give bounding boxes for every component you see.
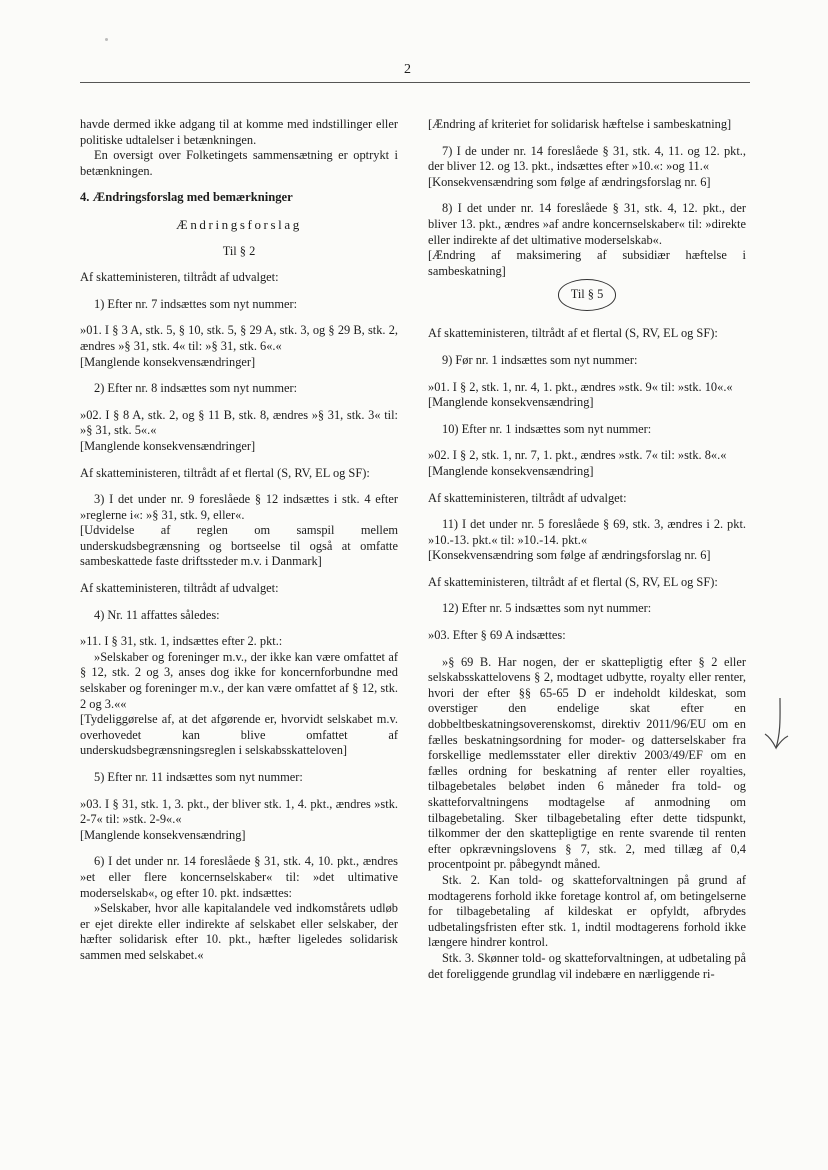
paragraph: [Manglende konsekvensændring] <box>80 827 246 842</box>
spacer <box>80 786 398 797</box>
spacer <box>80 312 398 323</box>
paragraph: [Konsekvensændring som følge af ændringsforslag nr. 6] <box>428 548 711 563</box>
page-number: 2 <box>404 62 411 77</box>
paragraph: »§ 69 B. Har nogen, der er skattepligtig efter § 2 eller selskabsskattelovens § 2, modtaget udbytte, royalty eller renter, hvori der efter §§ 65-65 D er indeholdt kildeskat, som overstiger den endelige skat efter en dobbeltbeskatningsoverenskomst, direktiv 2011/96/EU om en fælles beskatningsordning for moder- og datterselskaber fra forskellige medlemsstater eller direktiv 2003/49/EF om en fælles ordning for beskatning af renter eller royalties, tilbagebetales beløbet inden 6 måneder fra told- og skatteforvaltningens modtagelse af anmodning om tilbagebetaling. Sker tilbagebetaling efter dette tidspunkt, tilkommer der den skattepligtige en rente svarende til renten efter opkrævningslovens § 7, stk. 2, med tillæg af 0,4 procentpoint pr. påbegyndt måned. <box>428 654 746 872</box>
paragraph: Af skatteministeren, tiltrådt af et flertal (S, RV, EL og SF): <box>80 465 370 480</box>
section-title: 4. Ændringsforslag med bemærkninger <box>80 190 293 205</box>
spacer <box>428 617 746 628</box>
paragraph: 11) I det under nr. 5 foreslåede § 69, stk. 3, ændres i 2. pkt. »10.-13. pkt.« til: »10.-14. pkt.« <box>428 517 746 547</box>
spacer <box>80 286 398 297</box>
paragraph: [Tydeliggørelse af, at det afgørende er, hvorvidt selskabet m.v. overhovedet kan blive omfattet af underskudsbegrænsningsreglen i selskabsskatteloven] <box>80 712 398 758</box>
paragraph: Af skatteministeren, tiltrådt af udvalget: <box>80 270 279 285</box>
paragraph: »Selskaber og foreninger m.v., der ikke kan være omfattet af § 12, stk. 2 og 3, anses dog ikke for koncernforbundne med selskaber og foreninger m.v., der kan være omfattet af § 12, stk. 2 og 3.«« <box>80 649 398 711</box>
spacer <box>80 597 398 608</box>
scan-speck <box>105 38 108 41</box>
spacer <box>428 411 746 422</box>
paragraph: »02. I § 8 A, stk. 2, og § 11 B, stk. 8, ændres »§ 31, stk. 3« til: »§ 31, stk. 5«.« <box>80 407 398 438</box>
paragraph: Af skatteministeren, tiltrådt af udvalget: <box>80 581 279 596</box>
spacer <box>80 570 398 581</box>
paragraph: 1) Efter nr. 7 indsættes som nyt nummer: <box>94 296 298 311</box>
paragraph: [Manglende konsekvensændringer] <box>80 438 256 453</box>
spacer <box>428 342 746 353</box>
paragraph: 10) Efter nr. 1 indsættes som nyt nummer: <box>442 421 652 436</box>
paragraph: [Konsekvensændring som følge af ændringsforslag nr. 6] <box>428 174 711 189</box>
spacer <box>428 644 746 655</box>
paragraph: »01. I § 3 A, stk. 5, § 10, stk. 5, § 29 A, stk. 3, og § 29 B, stk. 2, ændres »§ 31, stk. 4« til: »§ 31, stk. 6«.« <box>80 323 398 353</box>
spacer <box>80 843 398 854</box>
spacer <box>80 259 398 270</box>
paragraph: 7) I de under nr. 14 foreslåede § 31, stk. 4, 11. og 12. pkt., der bliver 12. og 13. pkt., indsættes efter »10.«: »og 11.« <box>428 143 746 174</box>
spacer <box>80 179 398 190</box>
paragraph: Af skatteministeren, tiltrådt af et flertal (S, RV, EL og SF): <box>428 574 718 589</box>
paragraph: »01. I § 2, stk. 1, nr. 4, 1. pkt., ændres »stk. 9« til: »stk. 10«.« <box>428 379 733 394</box>
paragraph: [Manglende konsekvensændring] <box>428 463 594 478</box>
spacer <box>80 623 398 634</box>
spacer <box>428 437 746 448</box>
spacer <box>80 455 398 466</box>
paragraph: [Udvidelse af reglen om samspil mellem underskudsbegrænsning og bortseelse til også at omfatte sambeskattede faste driftssteder m.v. i Danmark] <box>80 523 398 569</box>
spacer <box>80 233 398 244</box>
spacer <box>80 397 398 408</box>
paragraph: Stk. 3. Skønner told- og skatteforvaltningen, at udbetaling på det foreliggende grundlag vil indebære en nærliggende ri- <box>428 950 746 981</box>
paragraph: 5) Efter nr. 11 indsættes som nyt nummer: <box>94 770 303 784</box>
spacer <box>428 480 746 491</box>
paragraph: Stk. 2. Kan told- og skatteforvaltningen på grund af modtagerens forhold ikke foretage kontrol af, om betingelserne for tilbagebetaling af kildeskat er opfyldt, afbrydes udbetalingsfristen efter stk. 1, indtil modtagerens forhold ikke længere hindrer kontrol. <box>428 872 746 950</box>
spacer <box>428 506 746 517</box>
paragraph: Af skatteministeren, tiltrådt af udvalget: <box>428 490 627 505</box>
spacer <box>80 370 398 381</box>
left-column <box>80 117 398 964</box>
right-column <box>428 117 746 982</box>
paragraph: »03. Efter § 69 A indsættes: <box>428 628 566 643</box>
spacer <box>80 481 398 492</box>
paragraph: [Manglende konsekvensændring] <box>428 395 594 410</box>
section-heading-circled <box>428 279 746 315</box>
spacer <box>428 133 746 144</box>
section-heading: Til § 2 <box>222 243 256 258</box>
paragraph: [Ændring af maksimering af subsidiær hæftelse i sambeskatning] <box>428 248 746 278</box>
paragraph: [Ændring af kriteriet for solidarisk hæftelse i sambeskatning] <box>428 117 732 131</box>
paragraph: »11. I § 31, stk. 1, indsættes efter 2. pkt.: <box>80 634 283 649</box>
paragraph: 3) I det under nr. 9 foreslåede § 12 indsættes i stk. 4 efter »reglerne i«: »§ 31, stk. 9, eller«. <box>80 492 398 522</box>
paragraph: [Manglende konsekvensændringer] <box>80 354 256 369</box>
spacer <box>80 206 398 217</box>
handwritten-arrow-mark <box>762 696 790 756</box>
paragraph: 9) Før nr. 1 indsættes som nyt nummer: <box>442 352 638 367</box>
amendments-heading: Ændringsforslag <box>176 216 302 232</box>
section-heading: Til § 5 <box>558 279 617 311</box>
spacer <box>428 564 746 575</box>
paragraph: 2) Efter nr. 8 indsættes som nyt nummer: <box>94 381 298 396</box>
paragraph: »Selskaber, hvor alle kapitalandele ved indkomstårets udløb er ejet direkte eller indirekte af selskabet eller selskaber, der hæfter solidarisk efter 10. pkt., hæfter ligeledes solidarisk sammen med selskabet.« <box>80 901 398 962</box>
spacer <box>428 315 746 326</box>
spacer <box>428 369 746 380</box>
paragraph: »02. I § 2, stk. 1, nr. 7, 1. pkt., ændres »stk. 7« til: »stk. 8«.« <box>428 448 727 463</box>
paragraph: 4) Nr. 11 affattes således: <box>94 607 220 622</box>
spacer <box>80 759 398 770</box>
spacer <box>428 590 746 601</box>
paragraph: En oversigt over Folketingets sammensætning er optrykt i betænkningen. <box>80 148 398 178</box>
paragraph: »03. I § 31, stk. 1, 3. pkt., der bliver stk. 1, 4. pkt., ændres »stk. 2-7« til: »stk. 2-9«.« <box>80 796 398 827</box>
header-rule <box>80 82 750 83</box>
paragraph: 8) I det under nr. 14 foreslåede § 31, stk. 4, 12. pkt., der bliver 13. pkt., ændres »af andre koncernselskaber« til: »direkte eller indirekte af det ultimative moderselskab«. <box>428 201 746 247</box>
paragraph: havde dermed ikke adgang til at komme med indstillinger eller politiske udtalelser i betænkningen. <box>80 117 398 147</box>
spacer <box>428 190 746 201</box>
paragraph: 12) Efter nr. 5 indsættes som nyt nummer: <box>442 601 652 616</box>
paragraph: Af skatteministeren, tiltrådt af et flertal (S, RV, EL og SF): <box>428 326 718 341</box>
paragraph: 6) I det under nr. 14 foreslåede § 31, stk. 4, 10. pkt., ændres »et eller flere koncernselskaber« til: »det ultimative moderselskab«, og efter 10. pkt. indsættes: <box>80 854 398 900</box>
